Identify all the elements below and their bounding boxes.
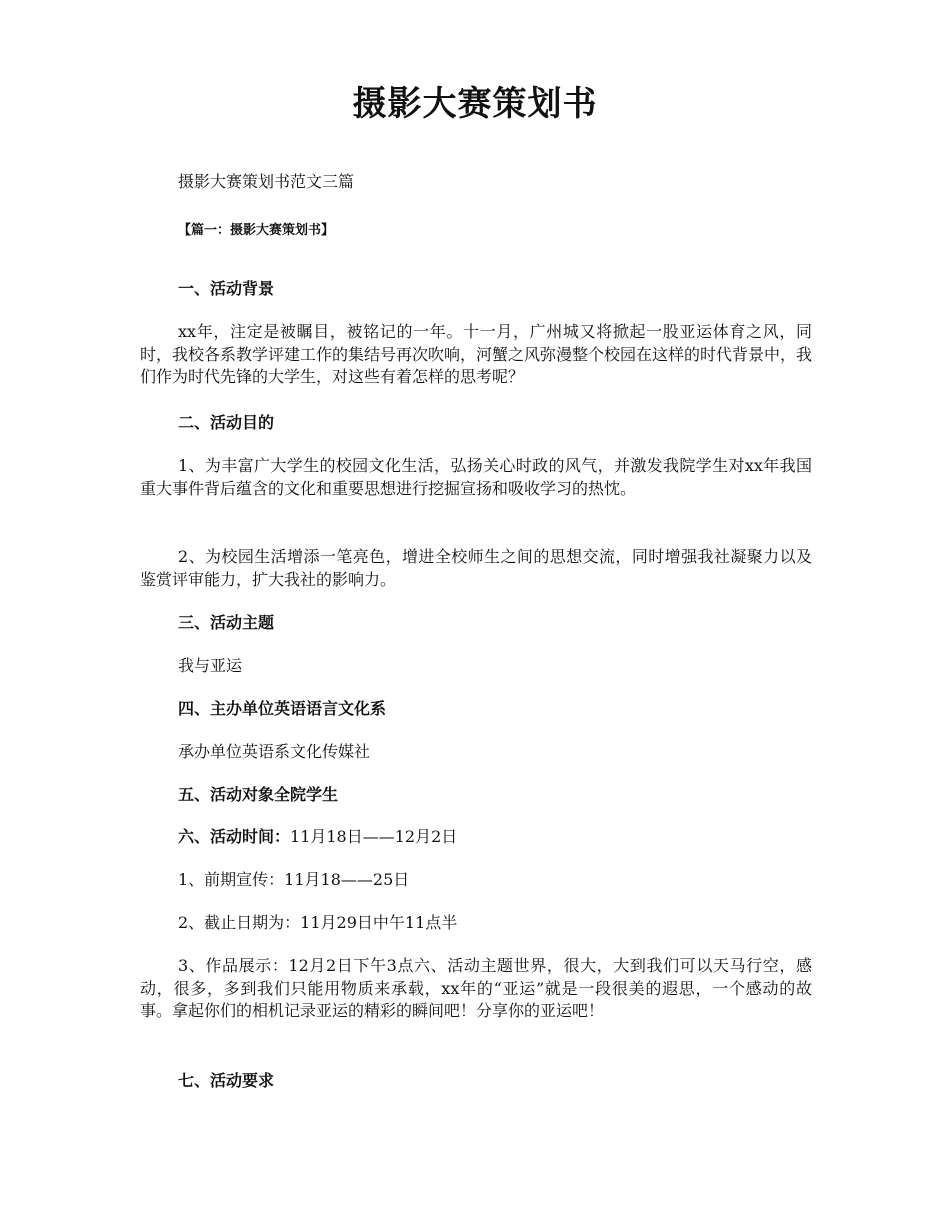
time-item-promotion: 1、前期宣传：11月18——25日 (178, 870, 410, 889)
time-item-exhibition: 3、作品展示：12月2日下午3点六、活动主题世界，很大，大到我们可以天马行空，感动，很多，多到我们只能用物质来承载，xx年的“亚运”就是一段很美的遐思，一个感动的故事。拿起你们的相机记录亚运的精彩的瞬间吧！分享你的亚运吧！ (140, 956, 812, 1020)
section-heading-theme: 三、活动主题 (178, 613, 275, 632)
section-heading-requirements: 七、活动要求 (178, 1071, 275, 1090)
section-heading-organizer: 四、主办单位英语语言文化系 (178, 699, 387, 718)
section-heading-background: 一、活动背景 (178, 279, 275, 298)
chapter-heading: 【篇一：摄影大赛策划书】 (178, 223, 335, 238)
theme-text: 我与亚运 (178, 656, 243, 675)
background-paragraph: xx年，注定是被瞩目，被铭记的一年。十一月，广州城又将掀起一股亚运体育之风，同时，我校各系教学评建工作的集结号再次吹响，河蟹之风弥漫整个校园在这样的时代背景中，我们作为时代先锋的大学生，对这些有着怎样的思考呢？ (140, 322, 813, 386)
section-heading-time (178, 826, 457, 848)
section-heading-participants: 五、活动对象全院学生 (178, 785, 339, 804)
organizer-text: 承办单位英语系文化传媒社 (178, 742, 371, 761)
document-subtitle: 摄影大赛策划书范文三篇 (178, 172, 355, 191)
purpose-paragraph-1: 1、为丰富广大学生的校园文化生活，弘扬关心时政的风气，并激发我院学生对xx年我国重大事件背后蕴含的文化和重要思想进行挖掘宣扬和吸收学习的热忱。 (140, 456, 812, 498)
purpose-paragraph-2: 2、为校园生活增添一笔亮色，增进全校师生之间的思想交流，同时增强我社凝聚力以及鉴赏评审能力，扩大我社的影响力。 (140, 547, 812, 589)
time-heading-label: 六、活动时间： (178, 827, 291, 846)
time-item-deadline: 2、截止日期为：11月29日中午11点半 (178, 913, 458, 932)
document-title: 摄影大赛策划书 (352, 84, 598, 124)
time-heading-value: 11月18日——12月2日 (290, 827, 458, 846)
section-heading-purpose: 二、活动目的 (178, 413, 275, 432)
